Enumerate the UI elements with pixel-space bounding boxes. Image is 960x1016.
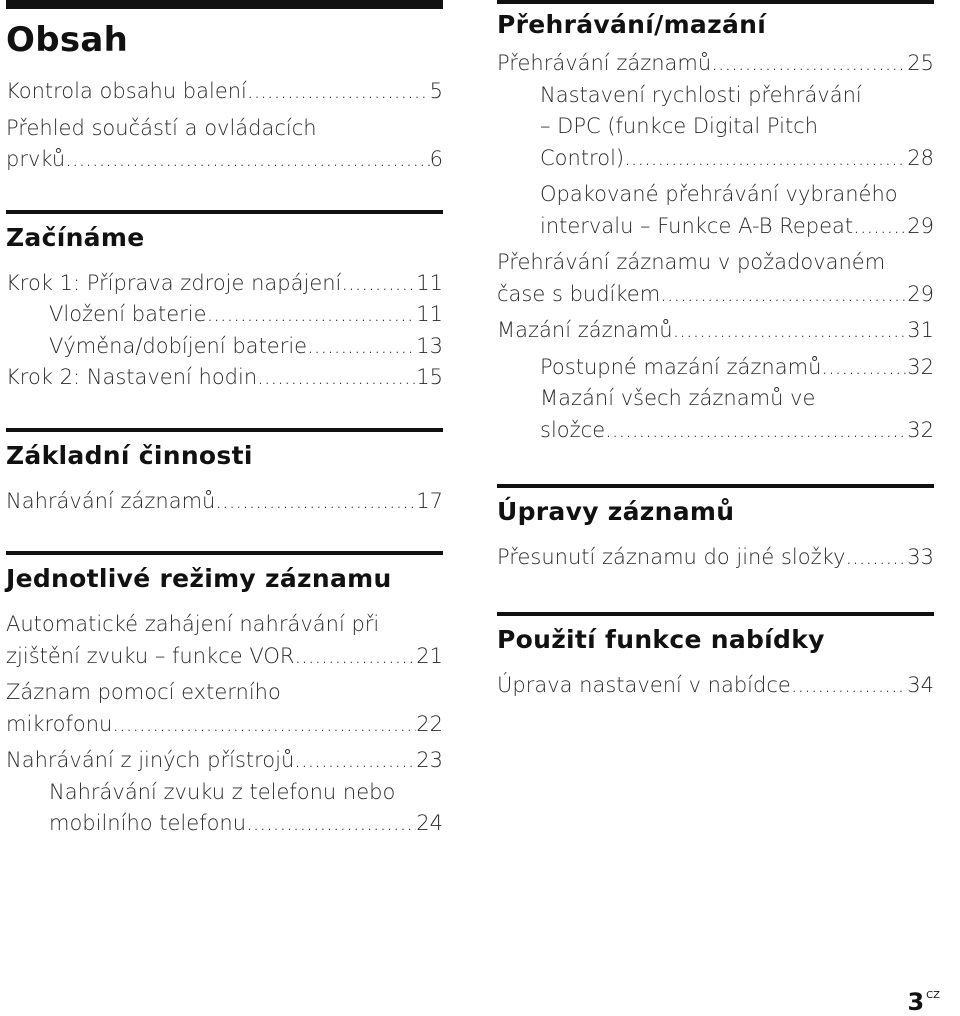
- toc-entry-budik[interactable]: Přehrávání záznamu v požadovaném čase s budíkem ..... 29: [497, 247, 934, 310]
- toc-entry-rychlost[interactable]: Nastavení rychlosti přehrávání – DPC (funkce Digital Pitch Control) ..... 28: [497, 80, 934, 175]
- page-ref: 29: [907, 213, 934, 238]
- page-ref: 21: [416, 643, 443, 668]
- page-ref: 13: [416, 333, 443, 358]
- page-ref: 29: [907, 281, 934, 306]
- section-rule: [6, 0, 443, 9]
- section-title-rezimy: Jednotlivé režimy záznamu: [6, 564, 392, 593]
- page-ref: 25: [907, 51, 934, 75]
- toc-entry-opakovane[interactable]: Opakované přehrávání vybraného intervalu – Funkce A-B Repeat ..... 29: [497, 179, 934, 242]
- toc-entry-vsech[interactable]: Mazání všech záznamů ve složce ..... 32: [497, 383, 934, 446]
- toc-entry-uprava[interactable]: Úprava nastavení v nabídce ..... 34: [497, 670, 934, 702]
- page-ref: 32: [907, 354, 934, 379]
- toc-entry-presunuti[interactable]: Přesunutí záznamu do jiné složky ..... 33: [497, 542, 934, 574]
- toc-entry-prehravani[interactable]: Přehrávání záznamů ..... 25: [497, 48, 934, 80]
- toc-entry-telefon[interactable]: Nahrávání zvuku z telefonu nebo mobilního telefonu ..... 24: [6, 777, 443, 840]
- page-ref: 31: [907, 318, 934, 342]
- page-ref: 32: [907, 417, 934, 442]
- page-number: 3 $^{CZ}$: [907, 988, 940, 1016]
- toc-entry-nahravani[interactable]: Nahrávání záznamů ..... 17: [6, 486, 443, 518]
- page-ref: 17: [416, 488, 443, 513]
- language-code: CZ: [926, 990, 940, 1001]
- page-ref: 11: [416, 302, 443, 326]
- section-title-zakladni: Základní činnosti: [6, 440, 253, 470]
- toc-title: Obsah: [6, 20, 129, 60]
- page-ref: 23: [416, 748, 443, 772]
- toc-entry-auto[interactable]: Automatické zahájení nahrávání při zjištění zvuku – funkce VOR ..... 21: [6, 609, 443, 672]
- page-ref: 6: [429, 147, 443, 171]
- page-ref: 33: [907, 545, 934, 569]
- page-ref: 24: [416, 811, 443, 835]
- toc-entry-mazani[interactable]: Mazání záznamů ..... 31: [497, 315, 934, 347]
- toc-entry-postupne[interactable]: Postupné mazání záznamů ..... 32: [497, 352, 934, 384]
- page-ref: 15: [416, 365, 443, 389]
- toc-entry-vlozeni[interactable]: Vložení baterie ..... 11: [6, 299, 443, 331]
- toc-entry-krok1[interactable]: Krok 1: Příprava zdroje napájení ..... 11: [6, 268, 443, 300]
- page-ref: 11: [416, 270, 443, 295]
- toc-entry-prehled[interactable]: Přehled součástí a ovládacích prvků ..... 6: [6, 113, 443, 176]
- section-title-prehravani: Přehrávání/mazání: [497, 10, 767, 39]
- toc-entry-krok2[interactable]: Krok 2: Nastavení hodin ..... 15: [6, 362, 443, 394]
- section-title-nabidka: Použití funkce nabídky: [497, 624, 825, 654]
- section-title-zaciname: Začínáme: [6, 222, 145, 252]
- toc-entry-externi[interactable]: Záznam pomocí externího mikrofonu ..... 22: [6, 677, 443, 740]
- page-ref: 5: [429, 79, 443, 103]
- page-ref: 28: [907, 145, 934, 170]
- page-ref: 22: [416, 711, 443, 736]
- toc-entry-vymena[interactable]: Výměna/dobíjení baterie ..... 13: [6, 331, 443, 363]
- toc-entry-kontrola[interactable]: Kontrola obsahu balení ..... 5: [6, 76, 443, 108]
- section-title-upravy: Úpravy záznamů: [497, 497, 735, 526]
- toc-right-column: [497, 0, 934, 701]
- page-ref: 34: [907, 672, 934, 697]
- toc-entry-jiny[interactable]: Nahrávání z jiných přístrojů ..... 23: [6, 745, 443, 777]
- toc-left-column: [6, 0, 443, 840]
